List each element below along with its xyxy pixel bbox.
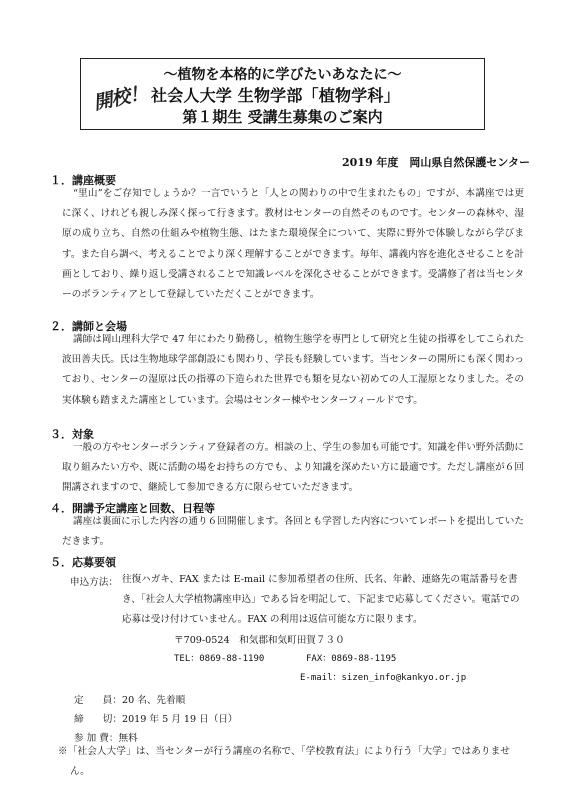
section-3-heading: ３．対象 [50,428,94,441]
title-box [80,58,485,130]
capacity-value: 20 名、先着順 [121,695,186,706]
apply-method-label: 申込方法： [70,577,118,588]
organization-line: 2019 年度 岡山県自然保護センター [341,156,530,169]
apply-method-text: 往復ハガキ、FAX または E-mail に参加希望者の住所、氏名、年齢、連絡先の電話番号を書き、「社会人大学植物講座申込」である旨を明記して、下記まで応募してください。電話での応募は受け付けていません。FAX の利用は返信可能な方に限ります。 [122,574,520,626]
page-title: 社会人大学 生物学部「植物学科」 [151,86,400,105]
address: 〒709-0524 和気郡和気町田賀７３０ [174,635,345,646]
section-1-heading: １．講座概要 [50,174,116,187]
section-4-body: 講座は裏面に示した内容の通り６回開催します。各回とも学習した内容についてレポートを提出していただきます。 [62,516,524,548]
section-2-heading: ２．講師と会場 [50,320,127,333]
tel-number: TEL：0869-88-1190 [174,654,265,664]
section-5-heading: ５．応募要領 [50,556,116,569]
section-2-body: 講師は岡山理科大学で 47 年にわたり勤務し，植物生態学を専門として研究と生徒の指導をしてこられた波田善夫氏。氏は生物地球学部創設にも関わり、学長も経験しています。当センターの開所にも深く関わっており、センターの湿原は氏の指導の下造られた世界でも類を見ない初めての人工湿原となりました。その実体験も踏まえた講座としています。会場はセンター棟やセンターフィールドです。 [62,334,524,406]
deadline-label: 締 切： [74,714,122,725]
deadline-value: 2019 年 5 月 19 日（日） [121,714,238,725]
section-1-body: “里山”をご存知でしょうか？一言でいうと「人との関わりの中で生まれたもの」ですが、本講座では更に深く、けれども親しみ深く探って行きます。教材はセンターの自然そのものです。センターの森林や、湿原の成り立ち、自然の仕組みや植物生態、はたまた環境保全について、実際に野外で体験しながら学びます。また自ら調べ、考えることでより深く理解することができます。毎年、講義内容を進化させることを計画としており、繰り返し受講されることで知識レベルを深化させることができます。受講修了者は当センターのボランティアとして登録していただくことができます。 [62,188,524,301]
section-4-heading: ４．開講予定講座と回数、日程等 [50,502,215,515]
capacity-row [74,692,185,706]
opening-stamp: 開校！ [91,81,150,115]
email-address: E-mail：sizen_info@kankyo.or.jp [300,673,467,683]
fee-value: 無料 [118,733,138,744]
deadline-row [74,711,238,725]
footnote: ※「社会人大学」は、当センターが行う講座の名称で、「学校教育法」により行う「大学」ではありません。 [58,746,510,778]
capacity-label: 定 員： [74,695,122,706]
subtitle: ～植物を本格的に学びたいあなたに～ [163,67,402,83]
section-2-text [62,330,524,411]
section-4-text [62,512,524,552]
fee-label: 参 加 費： [74,733,119,744]
fax-number: FAX：0869-88-1195 [306,654,397,664]
recruit-title: 第１期生 受講生募集のご案内 [182,108,383,126]
section-3-body: 一般の方やセンターボランティア登録者の方。相談の上、学生の参加も可能です。知識を伴い野外活動に取り組みたい方や、既に活動の場をお持ちの方でも、より知識を深めたい方に最適です。ただし講座が６回開講されますので、継続して参加できる方に限らせていただきます。 [62,442,524,494]
section-1-text [62,184,524,305]
section-3-text [62,438,524,499]
